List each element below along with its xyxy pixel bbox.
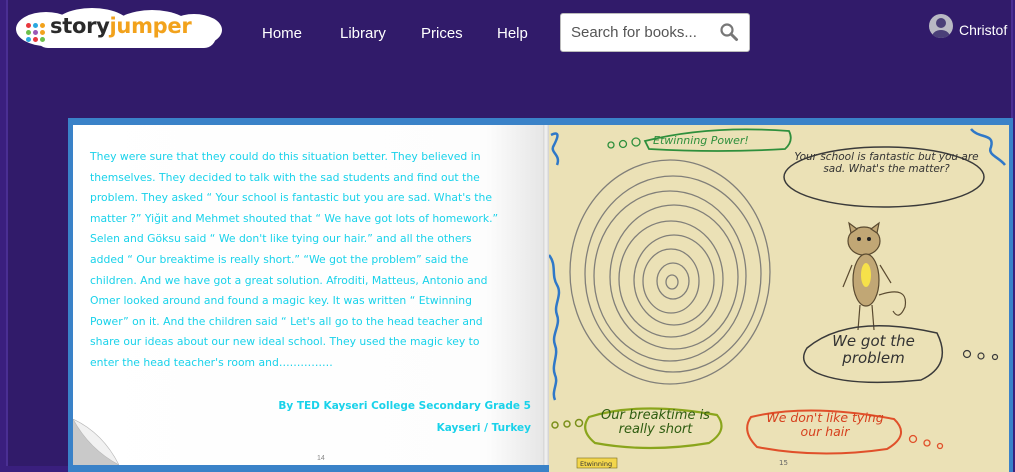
story-line: share our ideas about our new ideal school. They used the magic key to — [90, 335, 480, 349]
logo-dots-icon — [26, 23, 45, 42]
page-number-right: 15 — [779, 459, 788, 467]
user-avatar-icon[interactable] — [928, 13, 954, 39]
search-icon[interactable] — [719, 22, 739, 42]
logo-dot — [40, 37, 45, 42]
search-box — [560, 13, 750, 52]
logo-dot — [26, 30, 31, 35]
story-line: Omer looked around and found a magic key. It was written “ Etwinning — [90, 294, 472, 308]
search-input[interactable] — [569, 23, 713, 42]
nav-prices[interactable]: Prices — [421, 25, 463, 42]
logo-dot — [33, 23, 38, 28]
story-line: Power” on it. And the children said “ Let's all go to the head teacher and — [90, 314, 483, 328]
logo-dot — [40, 30, 45, 35]
story-text — [90, 147, 530, 374]
nav-home[interactable]: Home — [262, 25, 303, 42]
bubble-hair-text: We don't like tying our hair — [766, 411, 884, 439]
story-line: enter the head teacher's room and…………… — [90, 355, 333, 369]
bubble-problem-text: We got the problem — [832, 333, 915, 367]
book-viewer — [68, 118, 1013, 472]
logo-dot — [26, 37, 31, 42]
bubble-school-text: Your school is fantastic but you are sad. What's the matter? — [794, 151, 979, 175]
story-byline: By TED Kayseri College Secondary Grade 5 — [278, 400, 531, 412]
nav-help[interactable]: Help — [497, 25, 528, 42]
logo-text: storyjumper — [50, 14, 192, 38]
bubble-title-text: Etwinning Power! — [653, 134, 749, 147]
book-page-right — [549, 125, 1009, 472]
logo-dot — [40, 23, 45, 28]
story-line: themselves. They decided to talk with the sad students and find out the — [90, 170, 480, 184]
logo-dot — [33, 30, 38, 35]
page-curl-icon[interactable] — [73, 419, 119, 465]
cat-character — [843, 223, 905, 330]
page-number-left: 14 — [317, 455, 325, 462]
logo-dot — [26, 23, 31, 28]
story-line: Selen and Göksu said “ We don't like tying our hair.” and all the others — [90, 232, 472, 246]
story-line: They were sure that they could do this situation better. They believed in — [90, 150, 481, 163]
story-location: Kayseri / Turkey — [436, 422, 531, 434]
story-line: problem. They asked “ Your school is fantastic but you are sad. What's the — [90, 191, 493, 205]
bubble-breaktime-text: Our breaktime is really short — [601, 409, 710, 437]
drawing-illustration — [549, 125, 1009, 472]
etwinning-tag-text: Etwinning — [580, 460, 613, 468]
story-line: added “ Our breaktime is really short.” “We got the problem” said the — [90, 252, 469, 266]
story-line: children. And we have got a great solution. Afroditi, Matteus, Antonio and — [90, 273, 488, 287]
storyjumper-logo[interactable] — [16, 8, 224, 50]
story-line: matter ?” Yiğit and Mehmet shouted that “ We have got lots of homework.” — [90, 211, 499, 225]
logo-dot — [33, 37, 38, 42]
user-name[interactable]: Christof — [959, 22, 1008, 38]
book-page-left — [73, 125, 543, 465]
nav-library[interactable]: Library — [340, 25, 386, 42]
